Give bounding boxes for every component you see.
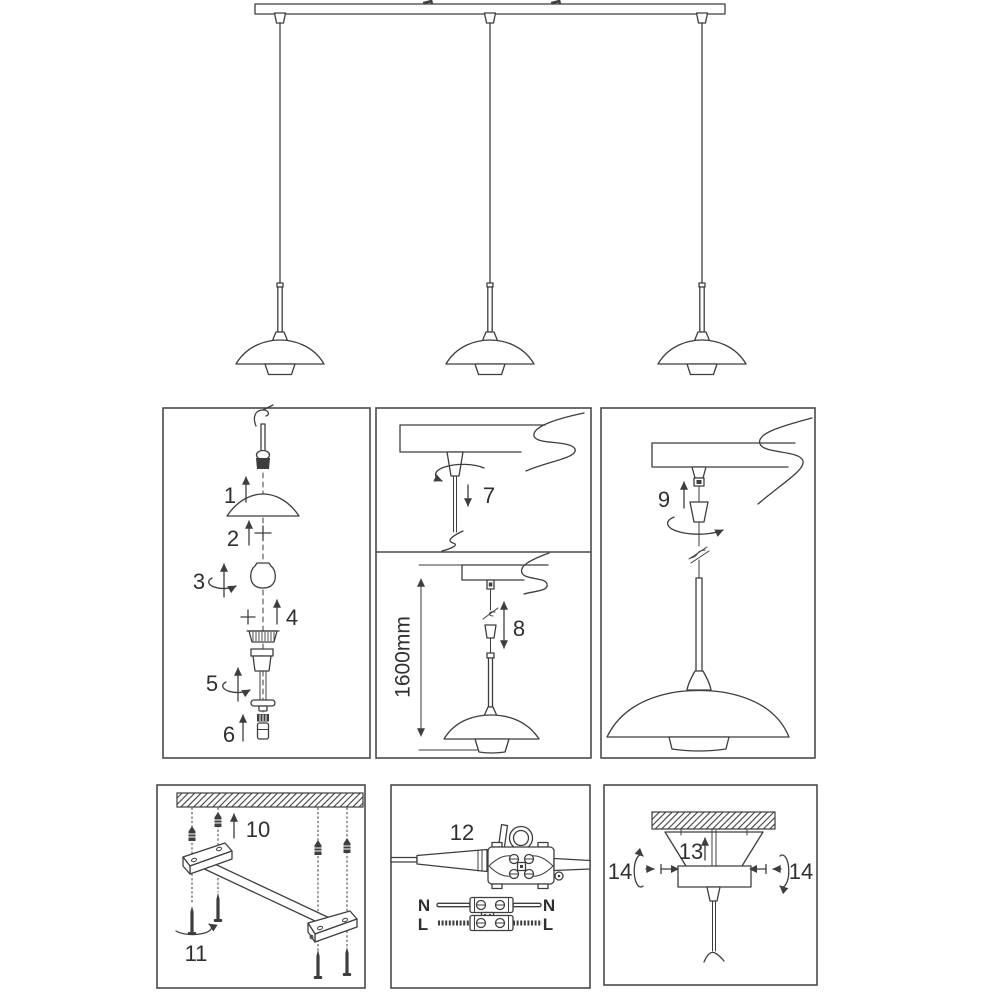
step-10-label: 10 xyxy=(245,817,271,842)
step-9-label: 9 xyxy=(657,487,671,512)
cord-connector-band xyxy=(489,583,493,587)
neutral-wire xyxy=(437,903,470,906)
ceiling-hatch xyxy=(652,812,775,829)
ribbed-ring-part xyxy=(247,631,279,642)
bar-cross-section xyxy=(678,866,751,887)
cord-connector-band xyxy=(697,480,702,484)
cord-grip-cone xyxy=(707,887,720,901)
diffuser xyxy=(475,739,509,753)
diffuser xyxy=(669,737,729,751)
rod-cap xyxy=(487,653,494,658)
live-left-label: L xyxy=(417,915,429,934)
step-8-label: 8 xyxy=(512,616,526,641)
cord-grip xyxy=(692,467,706,478)
step-5-label: 5 xyxy=(205,671,219,696)
finial-part xyxy=(257,714,269,739)
lamp-socket-part xyxy=(251,649,273,671)
neutral-right-label: N xyxy=(542,896,556,915)
step-2-label: 2 xyxy=(226,526,240,551)
step-13-label: 13 xyxy=(678,839,704,864)
step-12-label: 12 xyxy=(449,820,475,845)
step-14-label-right: 14 xyxy=(788,859,814,884)
step-1-label: 1 xyxy=(223,483,237,508)
cord xyxy=(261,424,265,452)
neutral-left-label: N xyxy=(417,896,431,915)
step-4-label: 4 xyxy=(285,605,299,630)
step-6-label: 6 xyxy=(222,722,236,747)
step-7-label: 7 xyxy=(482,483,496,508)
rod xyxy=(696,578,702,672)
strain-relief-grip xyxy=(256,458,270,469)
glass-holder-part xyxy=(251,563,276,588)
step-14-label-left: 14 xyxy=(607,859,633,884)
step-11-label: 11 xyxy=(184,941,208,966)
adjuster-cone xyxy=(485,625,496,638)
neutral-wire xyxy=(513,903,541,906)
rod xyxy=(489,658,493,707)
live-right-label: L xyxy=(542,915,554,934)
ceiling-hatch xyxy=(177,793,363,807)
step-3-label: 3 xyxy=(192,569,206,594)
drop-height-label: 1600mm xyxy=(391,616,415,698)
